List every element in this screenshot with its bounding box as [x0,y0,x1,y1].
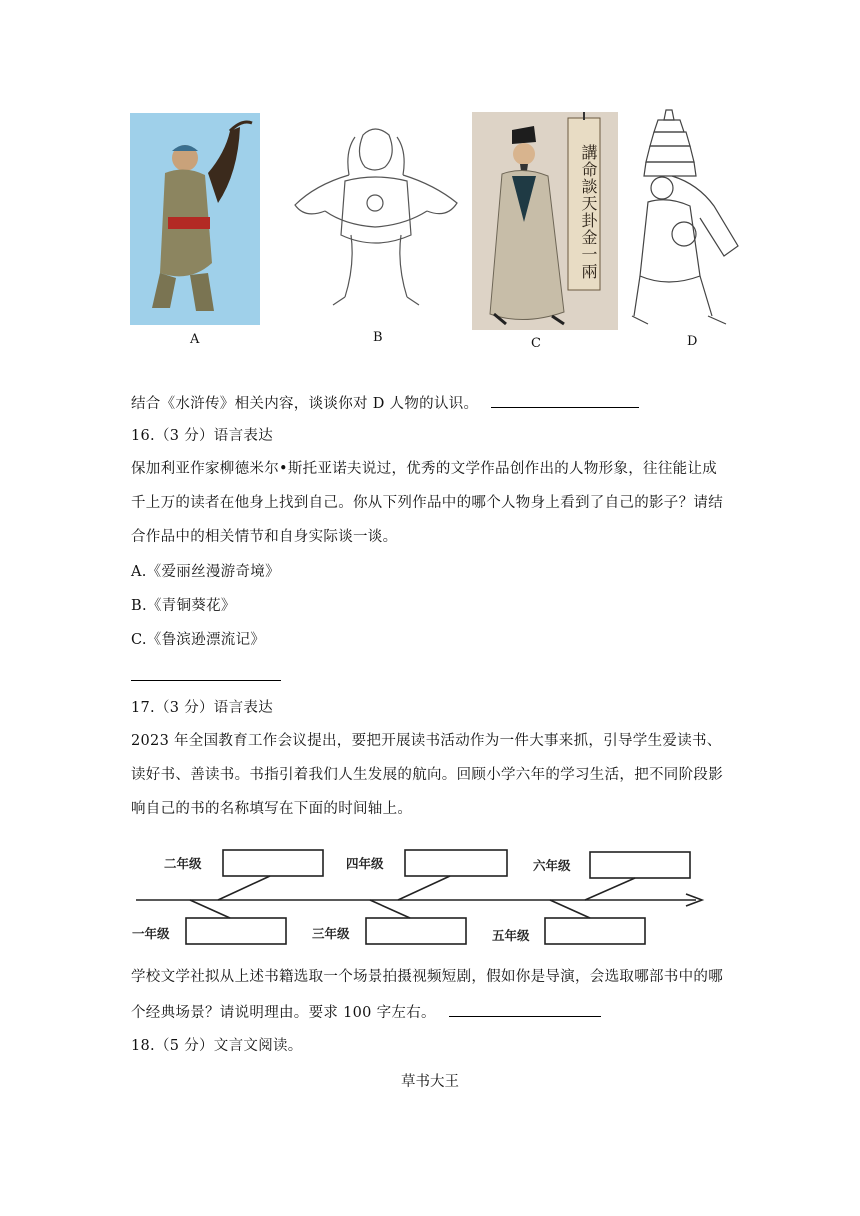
q17-body-line-2: 读好书、善读书。书指引着我们人生发展的航向。回顾小学六年的学习生活，把不同阶段影 [131,767,723,783]
warrior-sketch-icon [285,115,467,311]
q17-follow-line-2 [131,1002,601,1023]
q16-option-a: A.《爱丽丝漫游奇境》 [131,564,280,580]
q17-body-line-1: 2023 年全国教育工作会议提出，要把开展读书活动作为一件大事来抓，引导学生爱读书、 [131,733,722,749]
figure-d-image [628,106,744,332]
q17-answer-blank[interactable] [449,1002,601,1017]
figure-c-label: C [531,336,541,351]
q16-option-b: B.《青铜葵花》 [131,598,236,614]
q18-header: 18.（5 分）文言文阅读。 [131,1038,303,1054]
q16-option-c: C.《鲁滨逊漂流记》 [131,632,266,648]
pagoda-bearer-sketch-icon [628,106,744,332]
warrior-illustration-icon [130,113,260,325]
q17-body-line-3: 响自己的书的名称填写在下面的时间轴上。 [131,801,413,817]
q15-answer-blank[interactable] [491,393,639,408]
q18-passage-title: 草书大王 [401,1074,459,1090]
timeline-grade-3: 三年级 [312,926,350,941]
timeline-grade-4: 四年级 [346,856,384,871]
banner-text: 講命談天卦金一兩 [579,144,598,280]
q16-header: 16.（3 分）语言表达 [131,428,273,444]
q17-follow-line-1: 学校文学社拟从上述书籍选取一个场景拍摄视频短剧，假如你是导演，会选取哪部书中的哪 [131,969,723,985]
timeline-grade-1: 一年级 [132,926,170,941]
timeline-diagram [130,828,710,953]
figure-a-label: A [190,332,200,347]
figure-d-label: D [687,334,698,349]
q15-question-line [131,393,639,414]
q16-body-line-3: 合作品中的相关情节和自身实际谈一谈。 [131,529,398,545]
timeline-grade-2: 二年级 [164,856,202,871]
timeline-grade-5: 五年级 [492,928,530,943]
q16-body-line-1: 保加利亚作家柳德米尔•斯托亚诺夫说过，优秀的文学作品创作出的人物形象，往往能让成 [131,461,718,477]
figure-b-label: B [373,330,383,345]
q17-header: 17.（3 分）语言表达 [131,700,273,716]
q15-question-text: 结合《水浒传》相关内容，谈谈你对 D 人物的认识。 [131,396,479,412]
q17-follow-text: 个经典场景？请说明理由。要求 100 字左右。 [131,1005,436,1021]
figure-c-image [472,112,618,330]
q16-answer-blank[interactable] [131,666,281,681]
figure-b-image [285,115,467,311]
timeline-grade-6: 六年级 [533,858,571,873]
reading-timeline [130,828,710,953]
q16-body-line-2: 千上万的读者在他身上找到自己。你从下列作品中的哪个人物身上看到了自己的影子？请结 [131,495,723,511]
figure-a-image [130,113,260,325]
